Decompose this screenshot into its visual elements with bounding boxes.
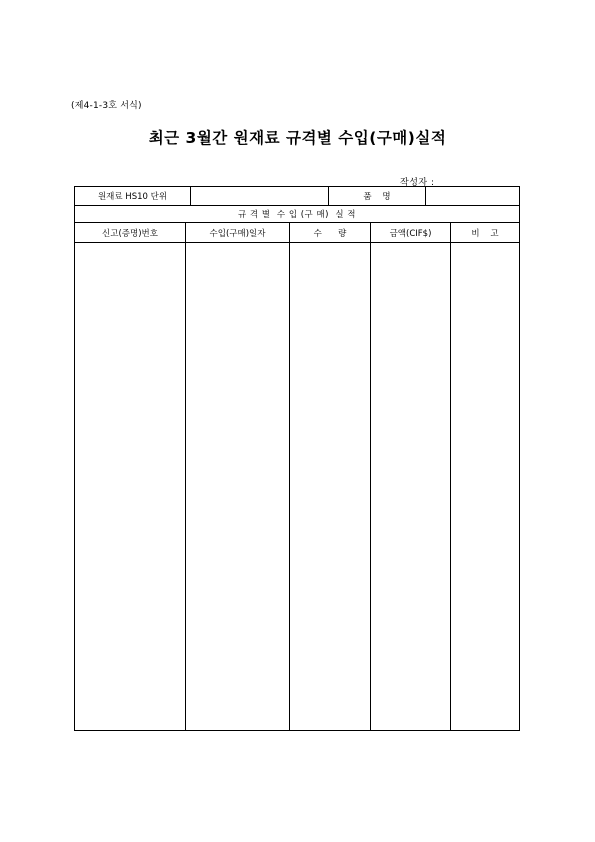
- column-divider: [450, 243, 451, 730]
- col-quantity: 수 량: [289, 223, 370, 242]
- item-name-label: 품 명: [328, 187, 425, 205]
- hs-code-label: 원재료 HS10 단위: [97, 192, 168, 202]
- header-row: [75, 187, 519, 206]
- item-name-field[interactable]: [425, 187, 519, 205]
- section-title-row: [75, 206, 519, 223]
- col-purchase-date: 수입(구매)일자: [185, 223, 289, 242]
- col-remarks: 비 고: [450, 223, 519, 242]
- page-title: 최근 3월간 원재료 규격별 수입(구매)실적: [148, 129, 447, 147]
- col-amount: 금액(CIF$): [370, 223, 450, 242]
- writer-label: 작성자 :: [400, 178, 435, 188]
- column-divider: [185, 243, 186, 730]
- form-table: [74, 186, 520, 731]
- column-divider: [370, 243, 371, 730]
- form-code: (제4-1-3호 서식): [71, 101, 142, 111]
- column-divider: [289, 243, 290, 730]
- section-title: 규 격 별 수 입 (구 매) 실 적: [237, 210, 357, 220]
- hs-code-field[interactable]: [190, 187, 328, 205]
- col-declaration-number: 신고(증명)번호: [102, 228, 158, 239]
- column-header-row: [75, 223, 519, 243]
